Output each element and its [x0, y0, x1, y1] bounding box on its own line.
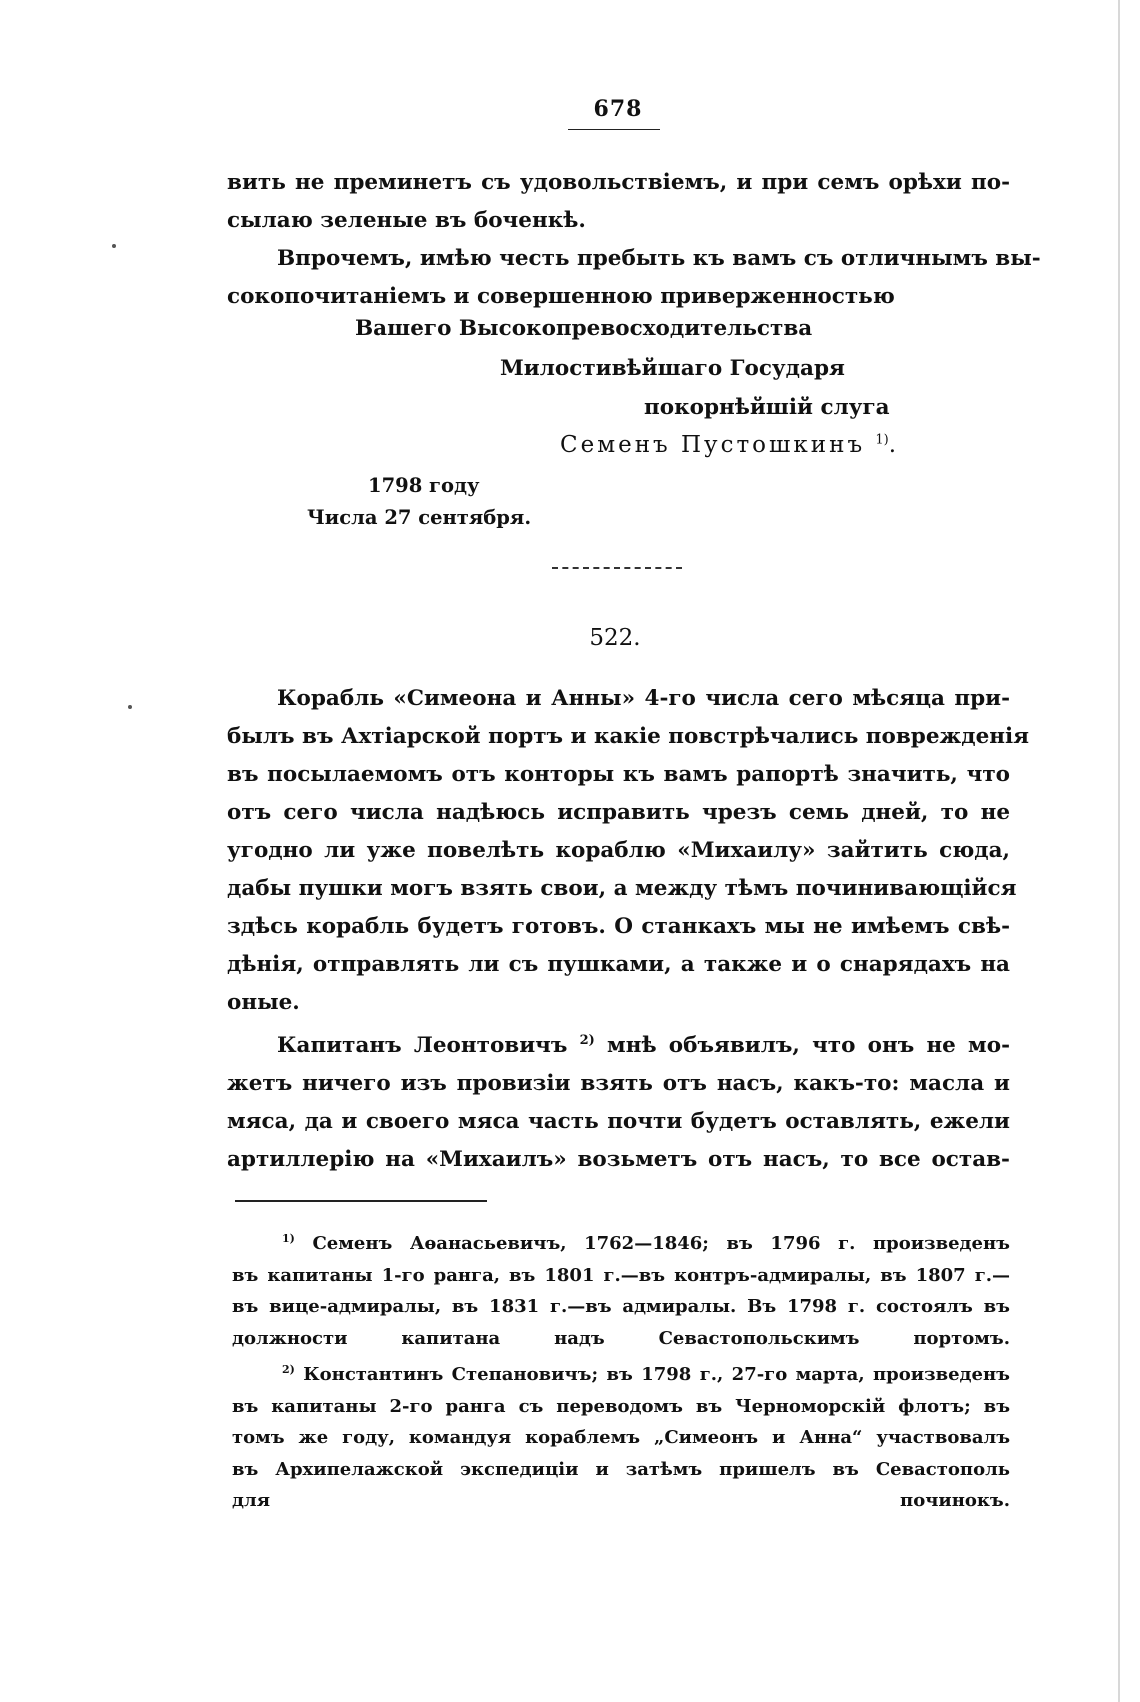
text-line: дабы пушки могъ взять свои, а между тѣмъ починивающійся: [227, 876, 1017, 901]
footnote-line: въ вице-адмиралы, въ 1831 г.—въ адмиралы. Въ 1798 г. состоялъ въ: [232, 1296, 1010, 1317]
text-line: вить не преминетъ съ удовольствіемъ, и при семъ орѣхи по-: [227, 170, 1010, 195]
signature: [560, 432, 899, 458]
closing-salutation: Милостивѣйшаго Государя: [500, 356, 845, 381]
text-line: артиллерію на «Михаилъ» возьметъ отъ насъ, то все остав-: [227, 1147, 1010, 1173]
signature-name: Семенъ Пустошкинъ: [560, 432, 866, 458]
footnote-ref: 1): [875, 432, 889, 448]
footnote-line: должности капитана надъ Севастопольскимъ портомъ.: [232, 1327, 1010, 1349]
footnote-line: [232, 1223, 1010, 1260]
text-line: оные.: [227, 990, 300, 1015]
scan-margin-line: [1118, 0, 1120, 1702]
text-line: Корабль «Симеона и Анны» 4-го числа сего мѣсяца при-: [277, 686, 1010, 711]
text-line: Впрочемъ, имѣю честь пребыть къ вамъ съ отличнымъ вы-: [277, 246, 1041, 271]
letter-date-year: 1798 году: [368, 474, 480, 497]
scan-speck: [112, 244, 116, 248]
footnote-ref: 2): [579, 1033, 595, 1048]
text-fragment: Семенъ Аѳанасьевичъ, 1762—1846; въ 1796 г. произведенъ: [312, 1233, 1010, 1254]
text-line: отъ сего числа надѣюсь исправить чрезъ семь дней, то не: [227, 800, 1010, 825]
text-line: [227, 1022, 1010, 1065]
footnote-line: въ капитаны 2-го ранга съ переводомъ въ Черноморскій флотъ; въ: [232, 1395, 1010, 1417]
footnote-line: для починокъ.: [232, 1490, 1010, 1511]
footnote-line: въ Архипелажской экспедиціи и затѣмъ пришелъ въ Севастополь: [232, 1458, 1010, 1480]
text-line: угодно ли уже повелѣть кораблю «Михаилу» зайтить сюда,: [227, 838, 1010, 863]
footnote-line: томъ же году, командуя кораблемъ „Симеонъ и Анна“ участвовалъ: [232, 1427, 1010, 1448]
text-line: сокопочитаніемъ и совершенною приверженностью: [227, 284, 895, 309]
text-line: сылаю зеленые въ боченкѣ.: [227, 208, 586, 233]
document-text: [227, 680, 1030, 1179]
text-line: дѣнія, отправлять ли съ пушками, а также и о снарядахъ на: [227, 952, 1010, 977]
document-number: 522.: [589, 625, 641, 651]
page-number-rule: [568, 129, 660, 130]
text-line: въ посылаемомъ отъ конторы къ вамъ рапортѣ значить, что: [227, 762, 1010, 787]
text-line: здѣсь корабль будетъ готовъ. О станкахъ мы не имѣемъ свѣ-: [227, 914, 1010, 939]
closing-salutation: Вашего Высокопревосходительства: [355, 316, 813, 341]
text-fragment: мнѣ объявилъ, что онъ не мо-: [607, 1033, 1010, 1059]
signature-tail: .: [888, 432, 900, 458]
closing-salutation: покорнѣйшій слуга: [644, 395, 890, 420]
letter-end-text: [227, 164, 1041, 316]
section-separator: [552, 567, 682, 571]
footnote-marker: 1): [282, 1232, 295, 1245]
footnote-marker: 2): [282, 1363, 295, 1376]
footnote-rule: [235, 1200, 487, 1202]
footnote-line: [232, 1354, 1010, 1391]
footnotes: [232, 1223, 1010, 1517]
scan-speck: [128, 705, 132, 709]
footnote-line: въ капитаны 1-го ранга, въ 1801 г.—въ контръ-адмиралы, въ 1807 г.—: [232, 1264, 1010, 1286]
letter-date-day: Числа 27 сентября.: [307, 506, 532, 529]
text-line: мяса, да и своего мяса часть почти будетъ оставлять, ежели: [227, 1109, 1010, 1135]
text-line: жетъ ничего изъ провизіи взять отъ насъ, какъ-то: масла и: [227, 1071, 1010, 1097]
text-fragment: Капитанъ Леонтовичъ: [277, 1033, 568, 1059]
text-fragment: Константинъ Степановичъ; въ 1798 г., 27-го марта, произведенъ: [303, 1364, 1010, 1385]
page-number: 678: [593, 96, 643, 122]
text-line: былъ въ Ахтіарской портъ и какіе повстрѣчались поврежденія: [227, 724, 1030, 749]
